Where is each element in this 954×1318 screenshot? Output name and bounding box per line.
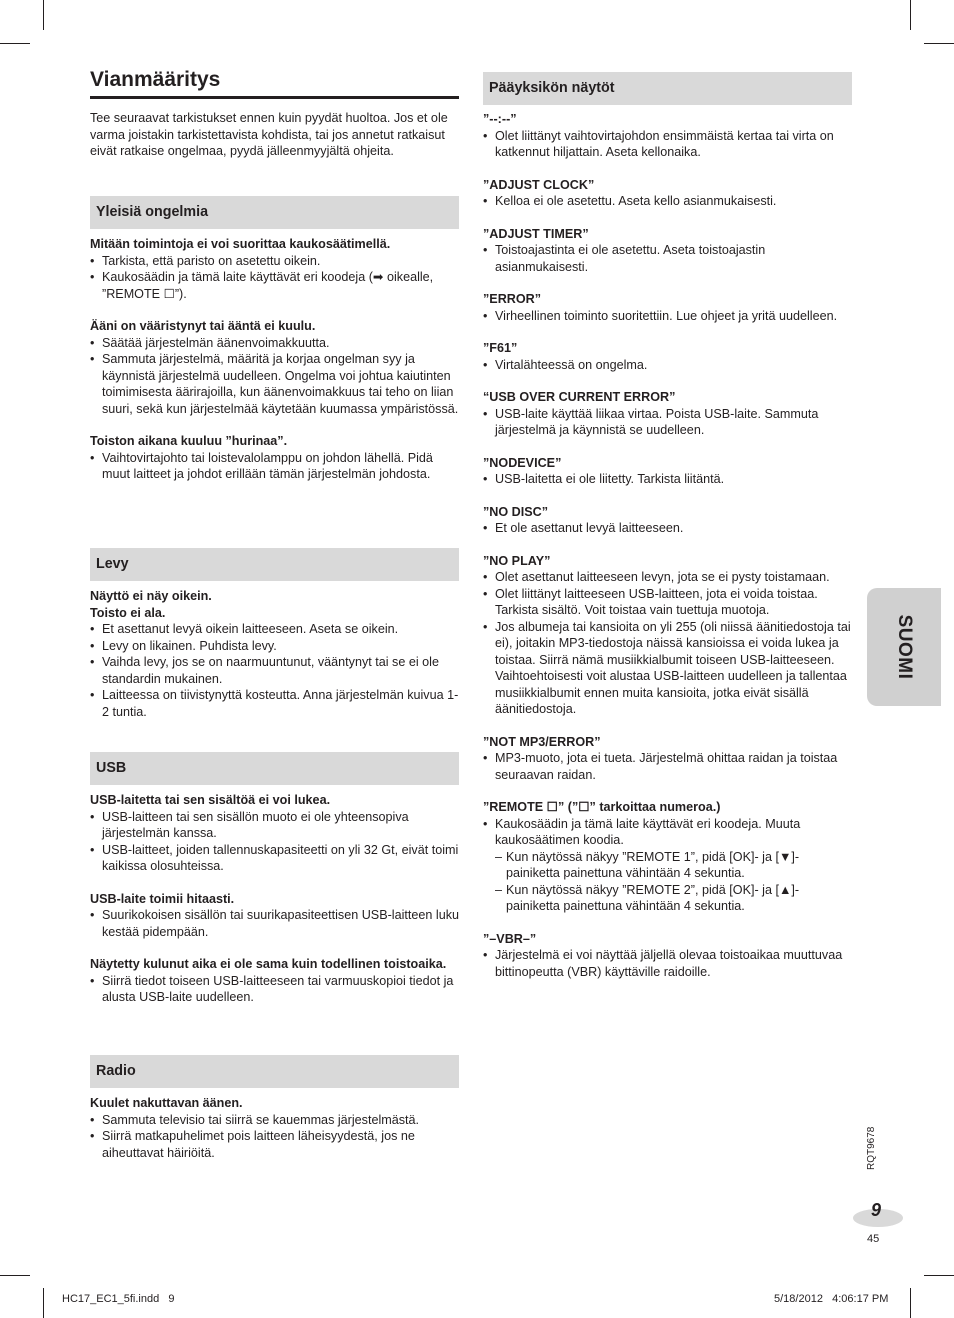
display-code: ”NODEVICE” <box>483 455 562 470</box>
solution-list <box>483 193 852 210</box>
section-heading-disc: Levy <box>90 548 459 581</box>
display-code: ”REMOTE ☐” (”☐” tarkoittaa numeroa.) <box>483 800 721 814</box>
section-displays <box>483 111 852 980</box>
list-item: • Suurikokoisen sisällön tai suurikapasiteettisen USB-laitteen luku kestää pidempään. <box>90 907 459 940</box>
crop-mark <box>910 0 911 30</box>
solution-list <box>483 128 852 161</box>
list-item: • Tarkista, että paristo on asetettu oikein. <box>90 253 459 270</box>
page-title: Vianmääritys <box>90 66 459 99</box>
solution-list <box>90 973 459 1006</box>
display-code: ”--:--” <box>483 112 517 126</box>
list-item: • Virtalähteessä on ongelma. <box>483 357 852 374</box>
display-code: “USB OVER CURRENT ERROR” <box>483 390 676 404</box>
list-item: • USB-laitetta ei ole liitetty. Tarkista liitäntä. <box>483 471 852 488</box>
list-item: • USB-laitteen tai sen sisällön muoto ei ole yhteensopiva järjestelmän kanssa. <box>90 809 459 842</box>
solution-list <box>483 357 852 374</box>
list-item: • Vaihda levy, jos se on naarmuuntunut, vääntynyt tai se ei ole standardin mukainen. <box>90 654 459 687</box>
list-item: • USB-laite käyttää liikaa virtaa. Poista USB-laite. Sammuta järjestelmä ja käynnistä se uudelleen. <box>483 406 852 439</box>
solution-list <box>483 816 852 915</box>
section-disc <box>90 588 459 720</box>
section-heading-general: Yleisiä ongelmia <box>90 196 459 229</box>
list-item: • Sammuta järjestelmä, määritä ja korjaa ongelman syy ja käynnistä järjestelmä uudelleen. Ongelma voi johtua kaiutinten toimimisesta äärirajoilla, kun äänenvoimakkuus tai teho on liian suuri, sekä kun järjestelmää käytetään kuumassa ympäristössä. <box>90 351 459 417</box>
crop-mark <box>0 43 30 44</box>
list-item: • Jos albumeja tai kansioita on yli 255 (oli niissä äänitiedostoja tai ei), joitakin MP3-tiedostoja näissä kansioissa ei voida lukea ja toistaa. Siirrä nämä musiikkialbumit toiseen USB-laitteeseen. Vaihtoehtoisesti voit alustaa USB-laitteen uudelleen ja tallentaa musiikkialbumit ennen muita kansioita, jotka eivät sisällä äänitiedostoja. <box>483 619 852 718</box>
crop-mark <box>924 43 954 44</box>
list-item: • Laitteessa on tiivistynyttä kosteutta. Anna järjestelmän kuivua 1-2 tuntia. <box>90 687 459 720</box>
section-radio <box>90 1095 459 1161</box>
list-item: • Siirrä tiedot toiseen USB-laitteeseen tai varmuuskopioi tiedot ja alusta USB-laite uudelleen. <box>90 973 459 1006</box>
list-item: • Järjestelmä ei voi näyttää jäljellä olevaa toistoaikaa muuttuvaa bittinopeutta (VBR) käyttäville raidoille. <box>483 947 852 980</box>
crop-mark <box>0 1275 30 1276</box>
solution-list <box>90 253 459 303</box>
display-code: ”NO DISC” <box>483 504 549 519</box>
solution-list <box>483 242 852 275</box>
display-code: ”NOT MP3/ERROR” <box>483 734 601 749</box>
list-item: • Kaukosäädin ja tämä laite käyttävät eri koodeja (➡ oikealle, ”REMOTE ☐”). <box>90 269 459 302</box>
section-heading-radio: Radio <box>90 1055 459 1088</box>
document-code: RQT9678 <box>866 1126 877 1170</box>
problem-title: Mitään toimintoja ei voi suorittaa kaukosäätimellä. <box>90 237 391 251</box>
problem-title: Näyttö ei näy oikein. <box>90 589 212 603</box>
language-tab-label: SUOMI <box>894 614 915 680</box>
list-item: • Siirrä matkapuhelimet pois laitteen läheisyydestä, jos ne aiheuttavat häiriöitä. <box>90 1128 459 1161</box>
solution-list <box>483 569 852 718</box>
solution-list <box>483 520 852 537</box>
solution-list <box>483 750 852 783</box>
problem-title: Näytetty kulunut aika ei ole sama kuin todellinen toistoaika. <box>90 957 447 971</box>
solution-list <box>90 621 459 720</box>
problem-title: Toisto ei ala. <box>90 605 166 620</box>
problem-title: Toiston aikana kuuluu ”hurinaa”. <box>90 434 288 448</box>
problem-title: USB-laite toimii hitaasti. <box>90 891 235 906</box>
solution-list <box>483 406 852 439</box>
problem-title: Kuulet nakuttavan äänen. <box>90 1096 243 1110</box>
list-item: • Toistoajastinta ei ole asetettu. Aseta toistoajastin asianmukaisesti. <box>483 242 852 275</box>
crop-mark <box>910 1288 911 1318</box>
crop-mark <box>43 1288 44 1318</box>
display-code: ”NO PLAY” <box>483 553 551 568</box>
display-code: ”ADJUST TIMER” <box>483 226 589 241</box>
display-code: ”ADJUST CLOCK” <box>483 177 595 192</box>
sub-item: – Kun näytössä näkyy ”REMOTE 1”, pidä [OK]- ja [▼]-painiketta painettuna vähintään 4 sekuntia. <box>483 849 852 882</box>
solution-list <box>90 450 459 483</box>
section-usb <box>90 792 459 1006</box>
solution-list <box>483 308 852 325</box>
language-tab <box>867 588 941 706</box>
section-heading-usb: USB <box>90 752 459 785</box>
problem-title: Ääni on vääristynyt tai ääntä ei kuulu. <box>90 319 316 333</box>
solution-list <box>483 471 852 488</box>
list-item: • Säätää järjestelmän äänenvoimakkuutta. <box>90 335 459 352</box>
list-item: • Virheellinen toiminto suoritettiin. Lue ohjeet ja yritä uudelleen. <box>483 308 852 325</box>
section-heading-displays: Pääyksikön näytöt <box>483 72 852 105</box>
list-item: • Et asettanut levyä oikein laitteeseen. Aseta se oikein. <box>90 621 459 638</box>
display-code: ”F61” <box>483 341 518 355</box>
list-item: • Kelloa ei ole asetettu. Aseta kello asianmukaisesti. <box>483 193 852 210</box>
list-item: • USB-laitteet, joiden tallennuskapasiteetti on yli 32 Gt, eivät toimi kaikissa olosuhteissa. <box>90 842 459 875</box>
list-item: • Vaihtovirtajohto tai loistevalolamppu on johdon lähellä. Pidä muut laitteet ja johdot erillään tämän järjestelmän johdosta. <box>90 450 459 483</box>
crop-mark <box>43 0 44 30</box>
list-item: • Olet asettanut laitteeseen levyn, jota se ei pysty toistamaan. <box>483 569 852 586</box>
display-code: ”ERROR” <box>483 292 542 306</box>
sub-item: – Kun näytössä näkyy ”REMOTE 2”, pidä [OK]- ja [▲]-painiketta painettuna vähintään 4 sekuntia. <box>483 882 852 915</box>
list-item: • Et ole asettanut levyä laitteeseen. <box>483 520 852 537</box>
list-item: • Sammuta televisio tai siirrä se kauemmas järjestelmästä. <box>90 1112 459 1129</box>
list-item: • Olet liittänyt laitteeseen USB-laitteen, jota ei voida toistaa. Tarkista sisältö. Voit toistaa vain tuettuja muotoja. <box>483 586 852 619</box>
solution-list <box>90 335 459 418</box>
section-general <box>90 236 459 483</box>
crop-mark <box>924 1275 954 1276</box>
display-code: ”–VBR–” <box>483 931 537 946</box>
solution-list <box>90 907 459 940</box>
solution-list <box>483 947 852 980</box>
list-item: • MP3-muoto, jota ei tueta. Järjestelmä ohittaa raidan ja toistaa seuraavan raidan. <box>483 750 852 783</box>
solution-list <box>90 1112 459 1162</box>
solution-list <box>90 809 459 875</box>
intro-text: Tee seuraavat tarkistukset ennen kuin pyydät huoltoa. Jos et ole varma joistakin tarkistettavista kohdista, tai jos annetut ratkaisut eivät ratkaise ongelmaa, pyydä jälleenmyyjältä ohjeita. <box>90 111 448 158</box>
footer-timestamp: 5/18/2012 4:06:17 PM <box>774 1293 889 1305</box>
list-item: • Olet liittänyt vaihtovirtajohdon ensimmäistä kertaa tai virta on katkennut hiljattain. Aseta kellonaika. <box>483 128 852 161</box>
list-item <box>483 816 852 915</box>
problem-title: USB-laitetta tai sen sisältöä ei voi lukea. <box>90 793 331 807</box>
page-number: 9 <box>871 1200 882 1220</box>
footer-filename: HC17_EC1_5fi.indd 9 <box>62 1293 175 1305</box>
list-item-text: Kaukosäädin ja tämä laite käyttävät eri koodeja. Muuta kaukosäätimen koodia. <box>495 816 801 847</box>
list-item: • Levy on likainen. Puhdista levy. <box>90 638 459 655</box>
page-number-small: 45 <box>867 1233 880 1245</box>
